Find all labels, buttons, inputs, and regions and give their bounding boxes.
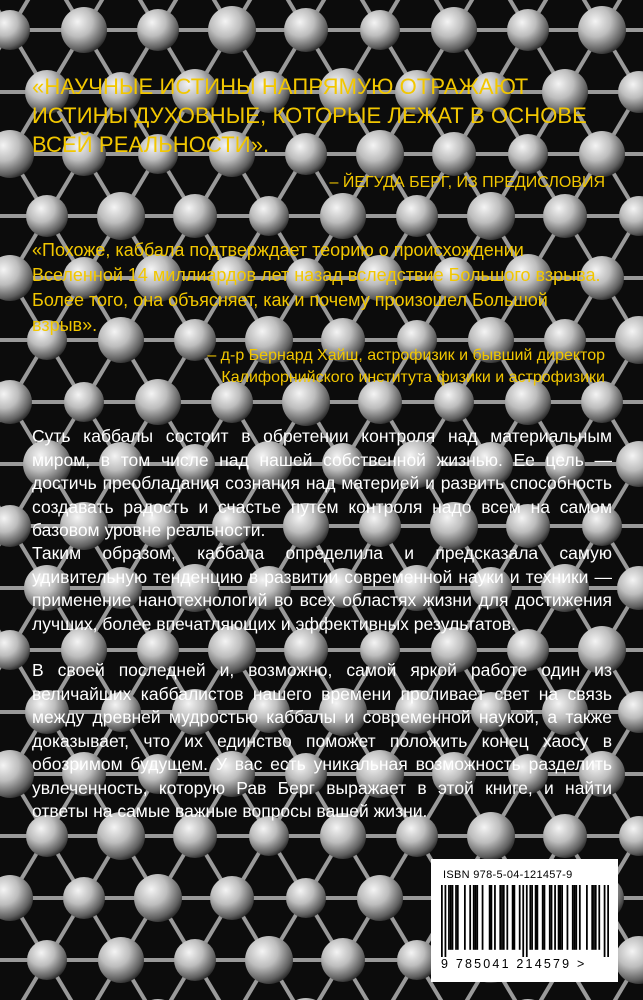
barcode-bar — [475, 885, 477, 950]
barcode-bar — [559, 885, 561, 950]
barcode-bar — [445, 885, 447, 957]
body-paragraph-3: В своей последней и, возможно, самой яркой работе один из величайших каббалистов нашего времени проливает свет на связь между древней мудростью каббалы и современной наукой, а также доказывает, что их единство поможет положить конец хаосу в обозримом будущем. У вас есть уникальная возможность разделить увлеченность, которую Рав Берг выражает в этой книге, и найти ответы на самые важные вопросы вашей жизни. — [32, 660, 612, 821]
barcode-bar — [598, 885, 600, 950]
barcode-digits: 9 785041 214579 > — [441, 957, 587, 971]
barcode-bar — [457, 885, 459, 950]
second-quote-attribution: – д-р Бернард Хайш, астрофизик и бывший директор Калифорнийского института физики и астрофизики — [207, 347, 605, 386]
barcode-bar — [572, 885, 574, 950]
barcode-bar — [531, 885, 533, 950]
barcode-bar — [554, 885, 556, 950]
barcode-bar — [469, 885, 471, 950]
barcode-bar — [551, 885, 553, 950]
barcode-bar — [448, 885, 450, 950]
barcode-bar — [473, 885, 475, 950]
main-quote-attribution: – ЙЕГУДА БЕРГ, ИЗ ПРЕДИСЛОВИЯ — [329, 174, 605, 191]
barcode-bar — [535, 885, 537, 950]
barcode-bar — [450, 885, 452, 950]
barcode-bar — [482, 885, 484, 950]
barcode-bar — [455, 885, 457, 950]
barcode-bar — [586, 885, 588, 950]
barcode-bar — [536, 885, 538, 950]
isbn-barcode-block — [431, 859, 618, 982]
isbn-label: ISBN 978-5-04-121457-9 — [443, 869, 573, 881]
barcode-bar — [512, 885, 514, 950]
second-quote: «Похоже, каббала подтверждает теорию о происхождении Вселенной 14 миллиардов лет назад вследствие Большого взрыва. Более того, она объясняет, как и почему произошел Большой взрыв». — [32, 240, 601, 335]
barcode-bar — [494, 885, 496, 950]
barcode-bar — [604, 885, 606, 957]
barcode-bar — [595, 885, 597, 950]
barcode-bar — [476, 885, 478, 950]
barcode-bar — [522, 885, 524, 957]
barcode-bar — [558, 885, 560, 950]
barcode-bar — [561, 885, 563, 950]
barcode-bar — [607, 885, 609, 957]
barcode-bar — [499, 885, 501, 950]
barcode-bar — [501, 885, 503, 950]
barcode-bar — [542, 885, 544, 950]
barcode-bar — [593, 885, 595, 950]
barcode-bar — [464, 885, 466, 950]
body-paragraph-2: Таким образом, каббала определила и предсказала самую удивительную тенденцию в развитии современной науки и техники — применение нанотехнологий во всех областях жизни для достижения лучших, более впечатляющих и эффективных результатов. — [32, 543, 612, 634]
barcode-bar — [567, 885, 569, 950]
barcode-bar — [489, 885, 491, 950]
barcode-bar — [544, 885, 546, 950]
barcode-bar — [519, 885, 521, 950]
barcode-bars — [441, 885, 609, 957]
barcode-bar — [506, 885, 508, 950]
barcode-bar — [549, 885, 551, 950]
body-paragraph-1: Суть каббалы состоит в обретении контроля над материальным миром, в том числе над нашей собственной жизнью. Ее цель — достичь преобладания сознания над материей и развить способность создавать радость и счастье путем контроля надо всем на самом базовом уровне реальности. — [32, 426, 612, 540]
barcode-bar — [441, 885, 443, 957]
barcode-bar — [529, 885, 531, 950]
main-quote: «НАУЧНЫЕ ИСТИНЫ НАПРЯМУЮ ОТРАЖАЮТ ИСТИНЫ ДУХОВНЫЕ, КОТОРЫЕ ЛЕЖАТ В ОСНОВЕ ВСЕЙ РЕАЛЬНОСТИ». — [32, 74, 587, 157]
barcode-bar — [579, 885, 581, 950]
barcode-bar — [575, 885, 577, 950]
barcode-bar — [574, 885, 576, 950]
barcode-bar — [491, 885, 493, 950]
barcode-bar — [452, 885, 454, 950]
barcode-bar — [503, 885, 505, 950]
barcode-bar — [591, 885, 593, 950]
barcode-bar — [514, 885, 516, 950]
barcode-bar — [526, 885, 528, 957]
